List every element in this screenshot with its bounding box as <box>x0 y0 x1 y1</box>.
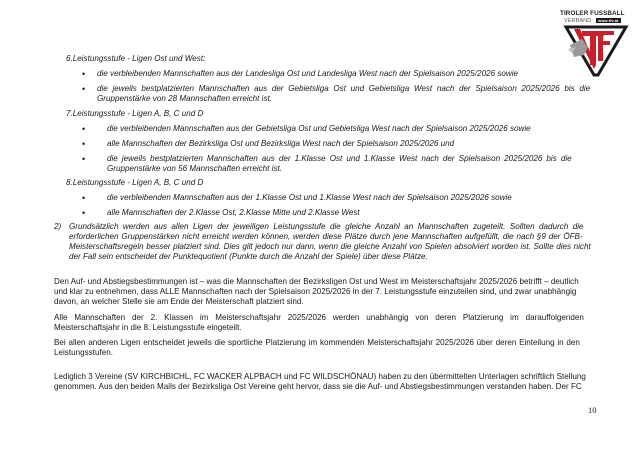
section-8-heading: 8.Leistungsstufe - Ligen A, B, C und D <box>66 178 204 187</box>
paragraph-line: Lediglich 3 Vereine (SV KIRCHBICHL, FC WACKER ALPBACH und FC WILDSCHÖNAU) haben zu den übermittelten Unterlagen schriftlich Stellung <box>54 372 586 381</box>
section-6-item-cont: Gruppenstärke von 28 Mannschaften erreicht ist. <box>97 94 273 103</box>
bullet-icon: • <box>82 69 86 79</box>
bullet-icon: • <box>82 193 86 203</box>
note-line: Meisterschaftsregeln besser platziert sind. Dies gilt jedoch nur dann, wenn die gleiche Anzahl von Spielen absolviert worden ist. Sollte dies nicht <box>69 242 591 251</box>
section-8-item: alle Mannschaften der 2.Klasse Ost, 2.Klasse Mitte und 2.Klasse West <box>107 208 360 217</box>
bullet-icon: • <box>82 139 86 149</box>
paragraph-line: davon, an welcher Stelle sie am Ende der Meisterschaft platziert sind. <box>54 297 304 306</box>
page-number: 10 <box>588 405 597 415</box>
bullet-icon: • <box>82 124 86 134</box>
paragraph-line: Alle Mannschaften der 2. Klassen im Meisterschaftsjahr 2025/2026 werden unabhängig von deren Platzierung im darauffolgenden <box>54 313 584 322</box>
section-7-item-cont: Gruppenstärke von 56 Mannschaften erreicht ist. <box>107 164 283 173</box>
bullet-icon: • <box>82 84 86 94</box>
note-line: Grundsätzlich werden aus allen Ligen der jeweiligen Leistungsstufe die gleiche Anzahl an Mannschaften zugeteilt. Sollten dadurch die <box>69 222 584 231</box>
logo-badge: www.tfv.at <box>598 18 619 23</box>
paragraph-line: Den Auf- und Abstiegsbestimmungen ist – was die Mannschaften der Bezirksligen Ost und West im Meisterschaftsjahr 2025/2026 betrifft – deutlich <box>54 277 579 286</box>
section-7-item: die verbleibenden Mannschaften aus der Gebietsliga Ost und Gebietsliga West nach der Spielsaison 2025/2026 sowie <box>107 124 531 133</box>
paragraph-line: Leistungsstufen. <box>54 348 113 357</box>
logo-subtitle: VERBAND <box>564 18 592 24</box>
paragraph-line: Bei allen anderen Ligen entscheidet jeweils die sportliche Platzierung im kommenden Meisterschaftsjahr 2025/2026 über deren Einteilung in den <box>54 338 580 347</box>
section-8-item: die verbleibenden Mannschaften aus der 1.Klasse Ost und 1.Klasse West nach der Spielsaison 2025/2026 sowie <box>107 193 512 202</box>
section-6-item: die verbleibenden Mannschaften aus der Landesliga Ost und Landesliga West nach der Spielsaison 2025/2026 sowie <box>97 69 519 78</box>
section-6-heading: 6.Leistungsstufe - Ligen Ost und West: <box>66 54 206 63</box>
section-6-item: die jeweils bestplatzierten Mannschaften aus der Gebietsliga Ost und Gebietsliga West nach der Spielsaison 2025/2026 bis die <box>97 84 591 93</box>
section-7-item: die jeweils bestplatzierten Mannschaften aus der 1.Klasse Ost und 1.Klasse West nach der Spielsaison 2025/2026 bis die <box>107 154 572 163</box>
tfv-logo <box>560 10 632 76</box>
section-7-heading: 7.Leistungsstufe - Ligen A, B, C und D <box>66 109 204 118</box>
section-7-item: alle Mannschaften der Bezirksliga Ost und Bezirksliga West nach der Spielsaison 2025/2026 und <box>107 139 455 148</box>
bullet-icon: • <box>82 154 86 164</box>
logo-emblem-icon <box>560 25 632 77</box>
bullet-icon: • <box>82 208 86 218</box>
note-line: der Fall sein entscheidet der Punktequotient (Punkte durch die Anzahl der Spiele) über diese Plätze. <box>69 252 428 261</box>
paragraph-line: und klar zu entnehmen, dass ALLE Mannschaften nach der Spielsaison 2025/2026 in der 7. Leistungsstufe einzuteilen sind, und zwar unabhängig <box>54 287 577 296</box>
paragraph-line: Meisterschaftsjahr in die 8. Leistungsstufe eingeteilt. <box>54 323 242 332</box>
note-number: 2) <box>54 222 62 231</box>
paragraph-line: genommen. Aus den beiden Mails der Bezirksliga Ost Vereine geht hervor, dass sie die Auf- und Abstiegsbestimmungen verstanden haben. Der FC <box>54 382 582 391</box>
logo-title: TIROLER FUSSBALL <box>560 10 625 17</box>
note-line: erforderlichen Gruppenstärken nicht erreicht werden können, werden diese Plätze durch jene Mannschaften aufgefüllt, die nach §9 der ÖFB- <box>69 232 583 241</box>
